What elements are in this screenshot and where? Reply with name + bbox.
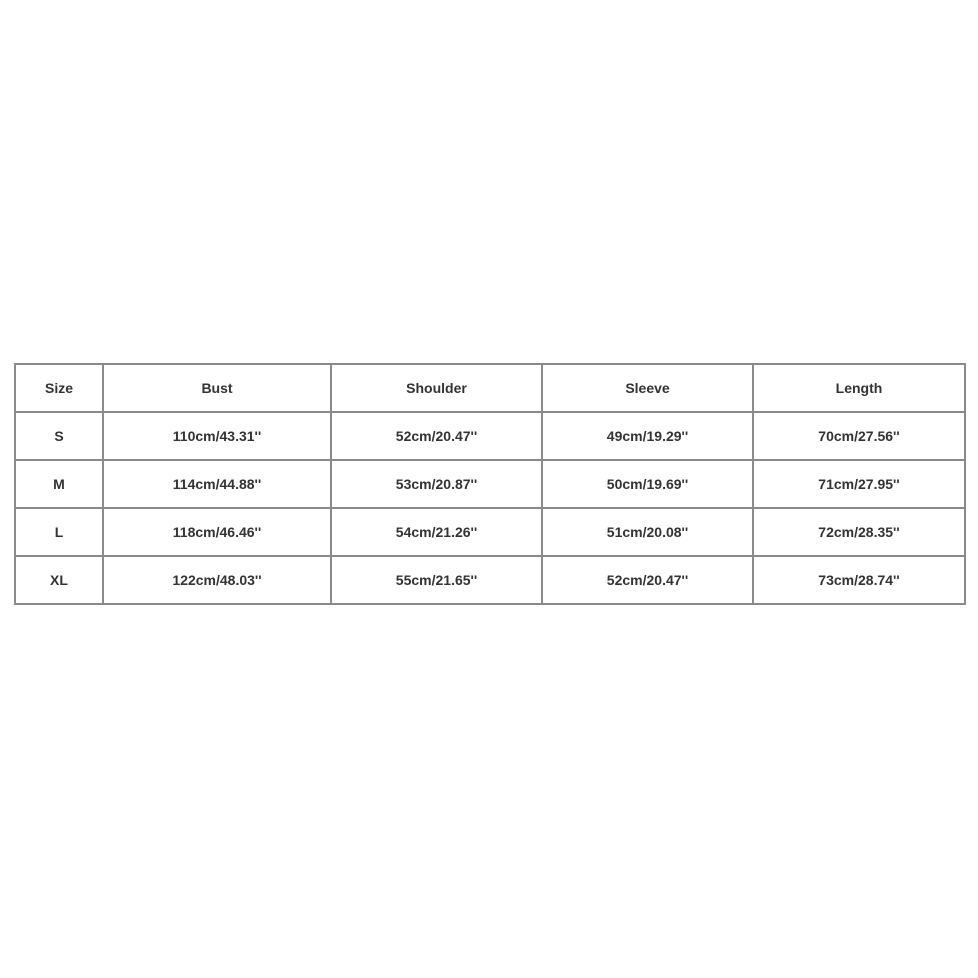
- header-bust: Bust: [103, 364, 331, 412]
- cell-bust: 118cm/46.46'': [103, 508, 331, 556]
- cell-size: S: [15, 412, 103, 460]
- cell-shoulder: 54cm/21.26'': [331, 508, 542, 556]
- size-chart-table: [14, 363, 966, 605]
- header-size: Size: [15, 364, 103, 412]
- header-length: Length: [753, 364, 965, 412]
- cell-size: L: [15, 508, 103, 556]
- cell-size: M: [15, 460, 103, 508]
- cell-bust: 114cm/44.88'': [103, 460, 331, 508]
- table-row: [15, 412, 965, 460]
- cell-size: XL: [15, 556, 103, 604]
- cell-sleeve: 51cm/20.08'': [542, 508, 753, 556]
- cell-length: 73cm/28.74'': [753, 556, 965, 604]
- cell-sleeve: 49cm/19.29'': [542, 412, 753, 460]
- table-row: [15, 460, 965, 508]
- table-header-row: [15, 364, 965, 412]
- cell-length: 70cm/27.56'': [753, 412, 965, 460]
- cell-bust: 122cm/48.03'': [103, 556, 331, 604]
- table-row: [15, 556, 965, 604]
- cell-sleeve: 52cm/20.47'': [542, 556, 753, 604]
- cell-bust: 110cm/43.31'': [103, 412, 331, 460]
- cell-length: 72cm/28.35'': [753, 508, 965, 556]
- header-shoulder: Shoulder: [331, 364, 542, 412]
- cell-length: 71cm/27.95'': [753, 460, 965, 508]
- cell-sleeve: 50cm/19.69'': [542, 460, 753, 508]
- cell-shoulder: 53cm/20.87'': [331, 460, 542, 508]
- table-row: [15, 508, 965, 556]
- cell-shoulder: 55cm/21.65'': [331, 556, 542, 604]
- header-sleeve: Sleeve: [542, 364, 753, 412]
- cell-shoulder: 52cm/20.47'': [331, 412, 542, 460]
